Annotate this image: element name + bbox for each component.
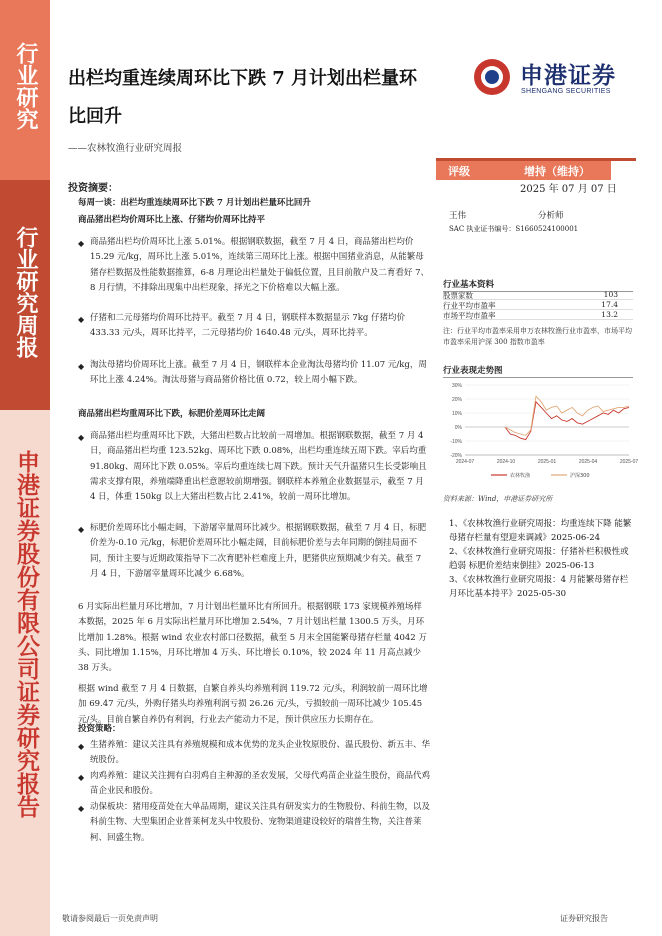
weekly-topic: 每周一谈：出栏均重连续周环比下跌 7 月计划出栏量环比回升 <box>78 198 311 208</box>
chart-xtick-label: 2024-10 <box>496 459 516 465</box>
chart-series-line <box>505 402 629 440</box>
industry-table <box>443 290 633 320</box>
chart-xtick-label: 2024-07 <box>455 459 475 465</box>
rating-value: 增持（维持） <box>524 165 590 178</box>
bullet-icon: ◆ <box>78 525 85 534</box>
paragraph: 肉鸡养殖：建议关注拥有白羽鸡自主种源的圣农发展，父母代鸡苗企业益生股份，商品代鸡苗企业民和股份。 <box>90 771 431 797</box>
table-cell-label: 股票家数 <box>443 291 473 300</box>
paragraph: 根据 wind 截至 7 月 4 日数据，自繁自养头均养殖利润 119.72 元/头，利润较前一周环比增加 69.47 元/头，外购仔猪头均养殖利润亏损 26.26 元/头，亏损较前一周环比减少 105.45 元/头。目前自繁自养仍有利润，行业去产能动力不足，预计供应压力长期存在。 <box>78 684 428 725</box>
side-category-label: 行业研究 <box>13 42 38 130</box>
strategy-heading: 投资策略： <box>78 724 121 734</box>
paragraph: 6 月实际出栏量月环比增加，7 月计划出栏量环比有所回升。根据钢联 173 家规模养殖场样本数据，2025 年 6 月实际出栏量月环比增加 2.54%，7 月计划出栏量 1300.5 万头，月环比增加 1.28%。根据 wind 农业农村部口径数据，截至 5 月末全国能繁母猪存栏量 4042 万头、同比增加 1.15%，月环比增加 4 万头、环比增长 0.10%，较 2024 年 11 月高点减少 38 万头。 <box>78 602 427 674</box>
logo-name: 申港证券 <box>520 63 616 89</box>
related-report-link[interactable]: 1、《农林牧渔行业研究周报：均重连续下降 能繁母猪存栏量有望迎来调减》2025-06-24 <box>449 519 632 543</box>
paragraph: 淘汰母猪均价周环比上涨。截至 7 月 4 日，钢联样本企业淘汰母猪均价 11.07 元/kg，周环比上涨 4.24%。淘汰母猪与商品猪价格比值 0.72，较上周小幅下跌。 <box>90 360 427 386</box>
bullet-icon: ◆ <box>78 362 85 371</box>
side-company-label: 申港证券股份有限公司证券研究报告 <box>13 450 39 818</box>
chart-legend <box>491 472 590 479</box>
analyst-role: 分析师 <box>538 211 564 221</box>
chart-ytick-label: 10% <box>451 411 462 417</box>
footer-disclaimer[interactable]: 敬请参阅最后一页免责声明 <box>62 914 158 923</box>
analyst-name: 王伟 <box>449 211 467 221</box>
chart-series-line <box>505 396 629 435</box>
chart-ytick-label: 30% <box>451 383 462 389</box>
related-report-link[interactable]: 3、《农林牧渔行业研究周报：4 月能繁母猪存栏月环比基本持平》2025-05-30 <box>449 575 629 599</box>
paragraph: 动保板块：猪用疫苗处在大单品周期，建议关注具有研发实力的生物股份、科前生物，以及科前生物、大型集团企业普莱柯龙头中牧股份、宠物渠道建设较好的瑞普生物，关注普莱柯、回盛生物。 <box>90 802 431 843</box>
paragraph: 商品猪出栏均价周环比上涨 5.01%。根据钢联数据，截至 7 月 4 日，商品猪出栏均价 15.29 元/kg，周环比上涨 5.01%，连续第三周环比上涨。根据中国猪业消息，从能繁母猪存栏数据及性能数据推算，6-8 月理论出栏量处于偏低位置，且目前散户及二育看好 7、8 月行情，不排除出现集中出栏现象，择光之下价格难以大幅上涨。 <box>90 237 430 293</box>
industry-heading: 行业基本资料 <box>443 278 633 292</box>
bullet-icon: ◆ <box>78 773 85 782</box>
paragraph: 仔猪和二元母猪均价周环比持平。截至 7 月 4 日，钢联样本数据显示 7kg 仔猪均价 433.33 元/头，周环比持平，二元母猪均价 1640.48 元/头，周环比持平。 <box>90 313 406 339</box>
chart-legend-label: 沪深300 <box>570 473 590 479</box>
page-title: 出栏均重连续周环比下跌 7 月计划出栏量环比回升 <box>68 68 418 127</box>
rating-label: 评级 <box>448 165 470 178</box>
chart-xtick-label: 2025-04 <box>578 459 598 465</box>
chart-ytick-label: -20% <box>450 453 462 459</box>
bullet-icon: ◆ <box>78 742 85 751</box>
table-cell-value: 17.4 <box>601 300 618 309</box>
rating-badge <box>436 161 611 180</box>
table-cell-label: 市场平均市盈率 <box>443 311 496 320</box>
paragraph: 生猪养殖：建议关注具有养殖规模和成本优势的龙头企业牧原股份、温氏股份、新五丰、华统股份。 <box>90 740 431 766</box>
table-cell-value: 103 <box>603 290 618 299</box>
table-cell-label: 行业平均市盈率 <box>443 301 496 310</box>
side-banner-bottom <box>0 410 50 936</box>
side-banner-top <box>0 0 50 180</box>
section-heading: 商品猪出栏均价周环比上涨、仔猪均价周环比持平 <box>78 215 266 225</box>
side-banner <box>0 0 50 936</box>
bullet-icon: ◆ <box>78 315 85 324</box>
chart-xtick-label: 2025-01 <box>537 459 557 465</box>
logo-mark-icon <box>474 59 510 95</box>
chart-xtick-label: 2025-07 <box>619 459 639 465</box>
section-heading: 商品猪出栏均重周环比下跌，标肥价差周环比走阔 <box>78 409 266 419</box>
chart-axis <box>450 383 638 465</box>
chart-legend-label: 农林牧渔 <box>510 473 531 479</box>
industry-note: 注：行业平均市盈率采用申万农林牧渔行业市盈率，市场平均市盈率采用沪深 300 指数市盈率 <box>443 327 632 346</box>
bullet-icon: ◆ <box>78 433 85 442</box>
paragraph: 标肥价差周环比小幅走阔，下游屠宰量周环比减少。根据钢联数据，截至 7 月 4 日，标肥价差为-0.10 元/kg，标肥价差周环比小幅走阔，目前标肥价差与去年同期的倒挂局面不同，预计主要与近期政策指导下二次育肥补栏难度上升，肥猪供应预期减少有关。截至 7 月 4 日，下游屠宰量周环比减少 6.68%。 <box>90 523 427 579</box>
analyst-sac: SAC 执业证书编号：S1660524100001 <box>449 225 579 233</box>
chart-series-group <box>505 396 629 439</box>
abstract-heading: 投资摘要： <box>68 183 118 194</box>
side-banner-mid <box>0 180 50 410</box>
chart-title: 行业表现走势图 <box>443 364 633 378</box>
chart-ytick-label: -10% <box>450 439 462 445</box>
table-cell-value: 13.2 <box>601 310 618 319</box>
chart-ytick-label: 20% <box>451 397 462 403</box>
bullet-icon: ◆ <box>78 239 85 248</box>
page-subtitle: ——农林牧渔行业研究周报 <box>68 143 183 154</box>
performance-chart <box>443 377 639 485</box>
bullet-icon: ◆ <box>78 804 85 813</box>
chart-source: 资料来源：Wind，申港证券研究所 <box>443 495 553 503</box>
paragraph: 商品猪出栏均重周环比下跌，大猪出栏数占比较前一周增加。根据钢联数据，截至 7 月 4 日，商品猪出栏均重 123.52kg、周环比下跌 0.08%，出栏均重连续五周下跌。宰后均重 91.80kg、周环比下跌 0.05%。宰后均重连续七周下跌。预计天气升温猪只生长受影响且需求支撑有限，养殖端降重出栏意愿较前期增强。钢联样本养殖企业数据显示，截至 7 月 4 日，体重 150kg 以上大猪出栏数占比 2.41%，较前一周环比增加。 <box>90 431 427 503</box>
related-report-link[interactable]: 2、《农林牧渔行业研究周报：仔猪补栏积极性或趋弱 标肥价差结束倒挂》2025-06-13 <box>449 547 629 571</box>
table-row <box>443 300 633 310</box>
chart-ytick-label: 0% <box>454 425 462 431</box>
report-date: 2025 年 07 月 07 日 <box>520 184 617 195</box>
side-report-type-label: 行业研究周报 <box>13 226 38 358</box>
related-reports <box>449 518 634 602</box>
logo-english: SHENGANG SECURITIES <box>521 88 611 95</box>
footer-label: 证券研究报告 <box>560 914 608 923</box>
company-logo <box>470 55 630 103</box>
table-row <box>443 290 633 300</box>
table-row <box>443 310 633 320</box>
